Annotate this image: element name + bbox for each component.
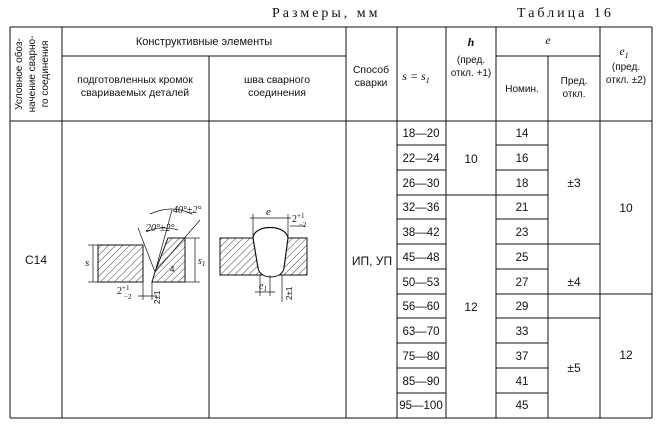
e-nominal-cell: 29 <box>515 301 529 313</box>
s-range-cell: 85—90 <box>402 376 440 388</box>
e-nominal-cell: 18 <box>515 178 529 190</box>
h-value: 10 <box>464 152 478 166</box>
svg-text:Условное обоз-: Условное обоз- <box>14 38 25 110</box>
weld-seam-drawing <box>220 206 307 302</box>
e-tolerance-cell: ±4 <box>567 275 581 289</box>
s-range-cell: 75—80 <box>402 351 440 363</box>
e-nominal-header: Номин. <box>505 84 539 95</box>
e1-value: 12 <box>619 348 633 362</box>
svg-text:го соединения: го соединения <box>40 40 51 108</box>
s1-label: $s_1$ <box>198 256 206 268</box>
table-label: Таблица 16 <box>517 6 614 21</box>
s-range-cell: 22—24 <box>402 153 440 165</box>
s-range-cell: 32—36 <box>402 202 440 214</box>
e-nominal-cell: 23 <box>515 227 529 239</box>
root-face-label: 2±1 <box>153 290 162 304</box>
svg-text:начение сварно-: начение сварно- <box>27 35 38 113</box>
prepared-edges-drawing <box>85 205 205 304</box>
e1-sub-2: откл. ±2) <box>605 75 647 86</box>
s-header: $s = s_1$ <box>402 69 430 85</box>
e-label: e <box>266 206 271 218</box>
reinforcement-lower-tolerance: −2 <box>299 221 307 229</box>
s-range-cell: 50—53 <box>402 277 440 289</box>
e-tolerance-cell: ±3 <box>567 176 581 190</box>
s-ranges <box>399 128 442 412</box>
e1-header: $e_1$ <box>619 44 629 60</box>
e1-value: 10 <box>619 201 633 215</box>
e-nominal-cell: 45 <box>515 400 529 412</box>
s-range-cell: 45—48 <box>402 252 440 264</box>
h-sub-2: откл. +1) <box>450 68 492 79</box>
e-nominal-cell: 16 <box>515 153 529 165</box>
reinforcement-label: $2^{+1}$ <box>292 212 305 225</box>
e-nominal-cell: 14 <box>515 128 529 140</box>
e-nominal-cell: 37 <box>515 351 529 363</box>
angle-outer-label: 40°±2° <box>173 205 202 216</box>
gap-lower-tolerance: −2 <box>124 293 132 301</box>
method-value: ИП, УП <box>351 254 393 268</box>
e-nominal-cell: 27 <box>515 277 529 289</box>
h-header: h <box>467 35 475 49</box>
e-tolerance-cell: ±5 <box>567 361 581 375</box>
e1-label: $e_1$ <box>259 281 267 293</box>
s-range-cell: 63—70 <box>402 326 440 338</box>
prepared-edges-header-2: свариваемых деталей <box>80 87 190 99</box>
e-tol-header-1: Пред. <box>560 76 588 87</box>
constructive-header: Конструктивные элементы <box>135 36 273 48</box>
s-range-cell: 56—60 <box>402 301 440 313</box>
e1-sub-1: (пред. <box>611 62 641 73</box>
e-nominal-cell: 25 <box>515 252 529 264</box>
designation-value: С14 <box>24 253 48 267</box>
s-range-cell: 26—30 <box>402 178 440 190</box>
e-nominal-cell: 21 <box>515 202 529 214</box>
method-header-2: сварки <box>354 77 388 89</box>
h-sub-1: (пред. <box>456 55 486 66</box>
method-header-1: Способ <box>352 64 390 76</box>
weld-seam-header-1: шва сварного <box>243 74 311 86</box>
gap-label: $2^{+1}$ <box>117 284 130 297</box>
s-range-cell: 95—100 <box>399 400 443 412</box>
angle-inner-label: 20°±2° <box>146 223 175 234</box>
e-nominal-values <box>516 128 529 412</box>
e-tol-header-2: откл. <box>562 89 586 100</box>
s-range-cell: 38—42 <box>402 227 440 239</box>
s-range-cell: 18—20 <box>402 128 440 140</box>
small-dim-label: 4 <box>170 265 175 274</box>
root-reinforcement-label: 2±1 <box>285 286 294 300</box>
weld-seam-header-2: соединения <box>248 87 306 99</box>
h-value: 12 <box>464 300 478 314</box>
e-nominal-cell: 41 <box>515 376 529 388</box>
table-caption: Размеры, мм <box>272 6 381 21</box>
s-label: s <box>85 257 90 269</box>
e-nominal-cell: 33 <box>515 326 529 338</box>
prepared-edges-header-1: подготовленных кромок <box>77 74 193 86</box>
designation-header <box>13 36 51 113</box>
e-header: e <box>545 33 551 47</box>
